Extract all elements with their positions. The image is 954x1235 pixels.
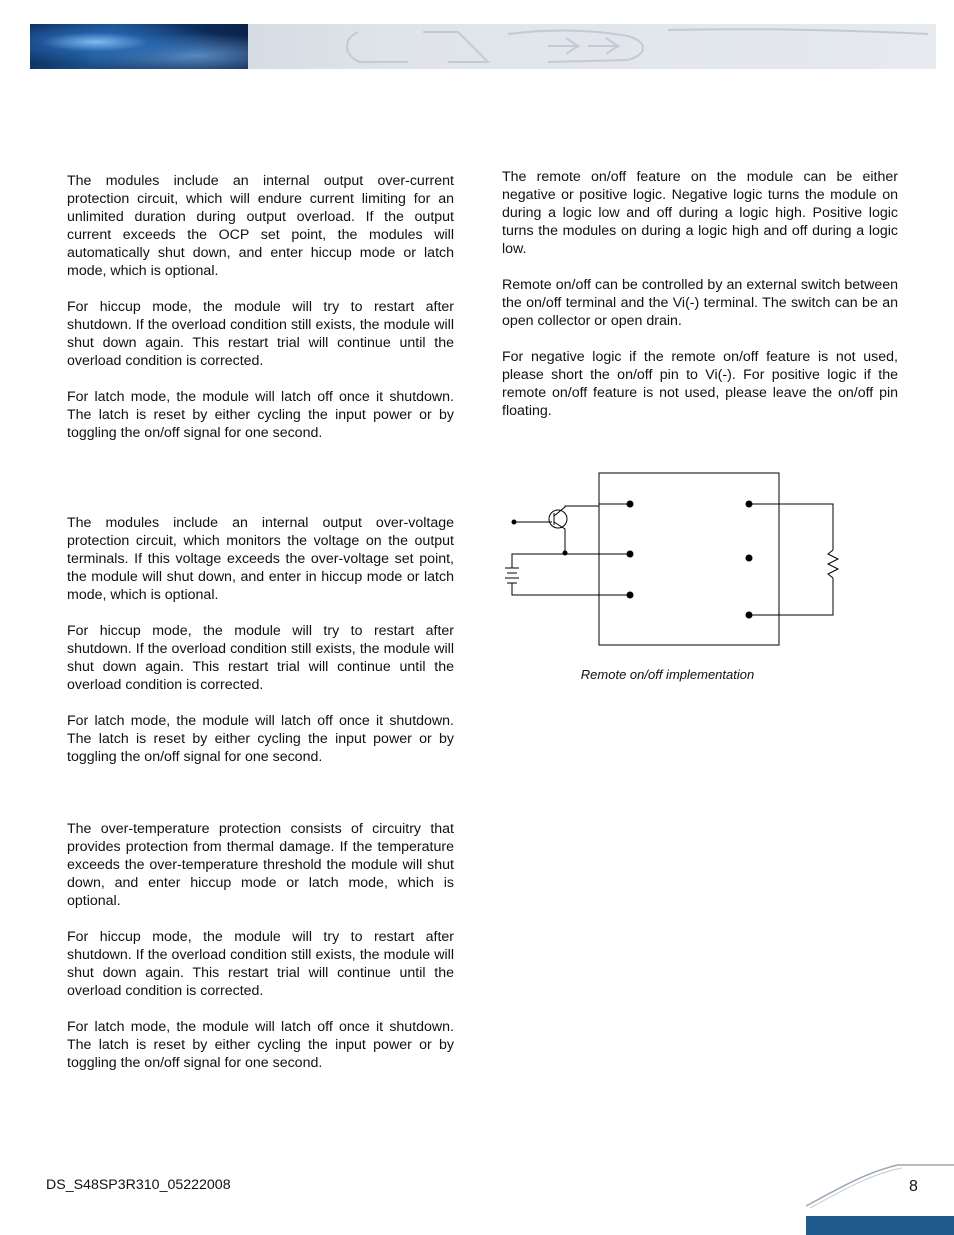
page-number: 8 [909,1178,918,1195]
left-column [67,172,454,1090]
section-spacer [67,460,454,514]
pin-trim [746,555,753,562]
pin-dot [512,520,517,525]
pin-vout-minus [746,612,753,619]
ocp-paragraph-3: For latch mode, the module will latch off once it shutdown. The latch is reset by either cycling the input power or by toggling the on/off signal for one second. [67,389,454,441]
remote-onoff-paragraph-1: The remote on/off feature on the module can be either negative or positive logic. Negative logic turns the module on during a logic low and off during a logic high. Positive logic turns the modules on during a logic high and off during a logic low. [502,169,898,257]
ovp-paragraph-1: The modules include an internal output over-voltage protection circuit, which monitors the voltage on the output terminals. If this voltage exceeds the over-voltage set point, the module will shut down, and enter in hiccup mode or latch mode, which is optional. [67,515,454,603]
otp-paragraph-2: For hiccup mode, the module will try to restart after shutdown. If the overload condition still exists, the module will shut down again. This restart trial will continue until the overload condition is corrected. [67,929,454,999]
remote-onoff-circuit-diagram [500,465,850,655]
remote-onoff-paragraph-2: Remote on/off can be controlled by an external switch between the on/off terminal and the Vi(-) terminal. The switch can be an open collector or open drain. [502,277,898,329]
header-banner [30,24,936,69]
ocp-paragraph-1: The modules include an internal output over-current protection circuit, which will endure current limiting for an unlimited duration during output overload. If the output current exceeds the OCP set point, the modules will automatically shut down, and enter hiccup mode or latch mode, which is optional. [67,173,454,279]
banner-photo [30,24,248,69]
banner-logo-watermark [248,24,936,69]
ovp-paragraph-3: For latch mode, the module will latch off once it shutdown. The latch is reset by either cycling the input power or by toggling the on/off signal for one second. [67,713,454,765]
pin-dot [563,551,568,556]
otp-paragraph-1: The over-temperature protection consists of circuitry that provides protection from thermal damage. If the temperature exceeds the over-temperature threshold the module will shut down, and enter hiccup mode or latch mode, which is optional. [67,821,454,909]
remote-onoff-paragraph-3: For negative logic if the remote on/off feature is not used, please short the on/off pin to Vi(-). For positive logic if the remote on/off feature is not used, please leave the on/off pin floating. [502,349,898,419]
footer-corner-graphic [806,1160,954,1235]
pin-onoff [627,551,634,558]
right-column [502,168,898,438]
output-wire-bottom [749,578,833,615]
battery-icon [505,568,519,583]
footer-bar [806,1216,954,1235]
otp-paragraph-3: For latch mode, the module will latch off once it shutdown. The latch is reset by either cycling the input power or by toggling the on/off signal for one second. [67,1019,454,1071]
output-wire-top [749,504,833,550]
pin-vout-plus [746,501,753,508]
figure-caption: Remote on/off implementation [580,667,755,682]
section-spacer [67,784,454,820]
resistor-icon [828,550,838,578]
document-id: DS_S48SP3R310_05222008 [46,1177,231,1193]
pin-vin-minus [627,592,634,599]
ovp-paragraph-2: For hiccup mode, the module will try to restart after shutdown. If the overload condition still exists, the module will shut down again. This restart trial will continue until the overload condition is corrected. [67,623,454,693]
ocp-paragraph-2: For hiccup mode, the module will try to restart after shutdown. If the overload condition still exists, the module will shut down again. This restart trial will continue until the overload condition is corrected. [67,299,454,369]
